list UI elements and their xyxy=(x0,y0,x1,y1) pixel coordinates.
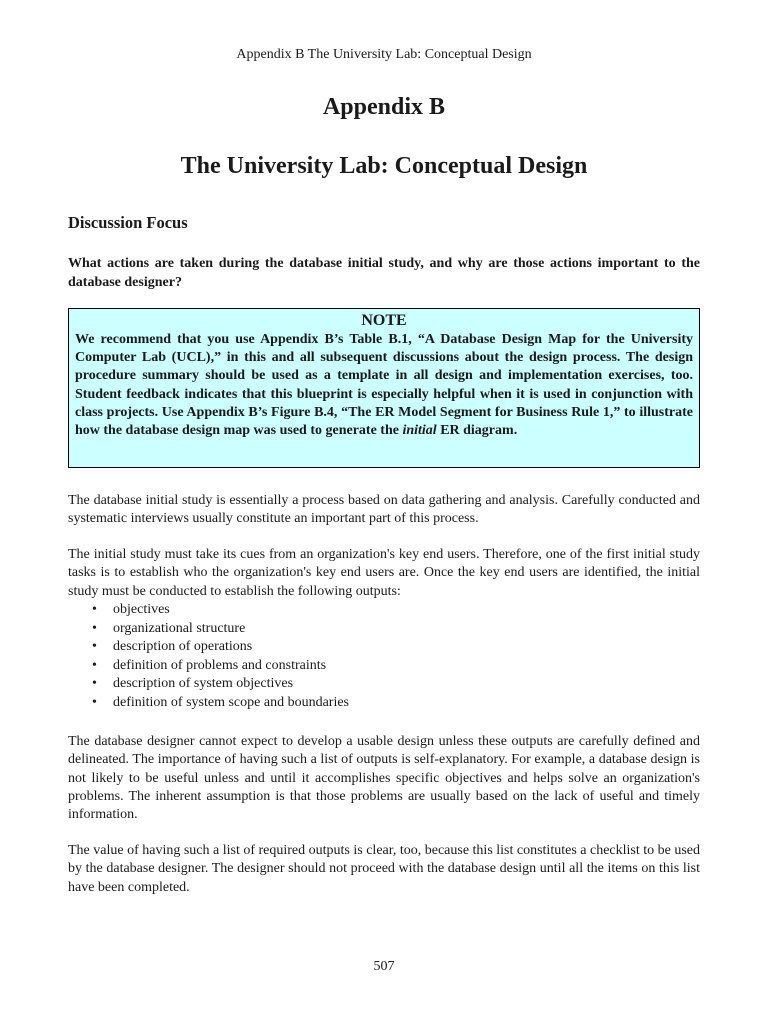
paragraph: The value of having such a list of required outputs is clear, too, because this list constitutes a checklist to be used by the database designer. The designer should not proceed with the database design until all the items on this list have been completed. xyxy=(68,843,701,895)
note-text-end: ER diagram. xyxy=(436,423,518,439)
page-number: 507 xyxy=(373,959,395,974)
list-item: • description of operations xyxy=(92,638,349,657)
list-item: • objectives xyxy=(92,601,349,620)
list-item: • definition of system scope and boundaries xyxy=(92,694,349,713)
list-item: • organizational structure xyxy=(92,620,349,639)
list-item: • description of system objectives xyxy=(92,675,349,694)
paragraph: The initial study must take its cues from an organization's key end users. Therefore, one of the first initial study tasks is to establish who the organization's key end users are. Once the key end users are identified, the initial study must be conducted to establish the following outputs: xyxy=(68,547,700,599)
discussion-question: What actions are taken during the database initial study, and why are those actions important to the database designer? xyxy=(68,256,700,290)
appendix-title: Appendix B xyxy=(322,94,446,120)
note-text-start: We recommend that you use Appendix B’s Table B.1, “A Database Design Map for the University Computer Lab (UCL),” in this and all subsequent discussions about the design process. The design procedure summary should be used as a template in all design and implementation exercises, too. Student feedback indicates that this blueprint is especially helpful when it is used in conjunction with class projects. Use Appendix B’s Figure B.4, “The ER Model Segment for Business Rule 1,” to illustrate how the database design map was used to generate the xyxy=(75,332,693,439)
section-heading: Discussion Focus xyxy=(68,213,188,232)
list-item: • definition of problems and constraints xyxy=(92,657,349,676)
note-text-italic: initial xyxy=(402,423,437,439)
running-header: Appendix B The University Lab: Conceptual Design xyxy=(236,47,532,62)
chapter-title: The University Lab: Conceptual Design xyxy=(180,153,588,179)
note-text xyxy=(75,331,693,440)
note-title: NOTE xyxy=(361,312,407,329)
outputs-list xyxy=(92,601,349,713)
note-box xyxy=(68,308,700,468)
paragraph: The database initial study is essentially a process based on data gathering and analysis. Carefully conducted and systematic interviews usually constitute an important part of this process. xyxy=(68,493,700,527)
paragraph: The database designer cannot expect to develop a usable design unless these outputs are carefully defined and delineated. The importance of having such a list of outputs is self-explanatory. For example, a database design is not likely to be useful unless and until it accomplishes specific objectives and helps solve an organization's problems. The inherent assumption is that those problems are usually based on the lack of useful and timely information. xyxy=(68,734,700,823)
